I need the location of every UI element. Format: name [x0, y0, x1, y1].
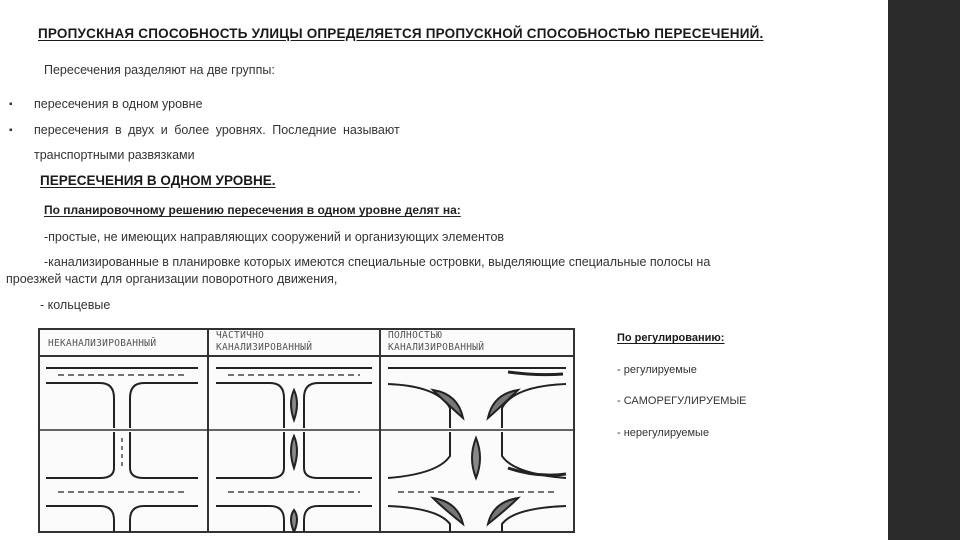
figure-col-label-1: НЕКАНАЛИЗИРОВАННЫЙ: [48, 338, 157, 349]
group-item-1: пересечения в одном уровне: [34, 97, 203, 111]
bullet-icon: ▪: [9, 125, 13, 136]
section-heading: ПЕРЕСЕЧЕНИЯ В ОДНОМ УРОВНЕ.: [40, 173, 276, 188]
group-item-2-continuation: транспортными развязками: [34, 148, 195, 162]
planning-type-channelized: -канализированные в планировке которых имеются специальные островки, выделяющие специальные полосы на: [44, 255, 711, 269]
planning-type-channelized-cont: проезжей части для организации поворотного движения,: [6, 272, 338, 286]
bullet-icon: ▪: [9, 99, 13, 110]
slide-title: ПРОПУСКНАЯ СПОСОБНОСТЬ УЛИЦЫ ОПРЕДЕЛЯЕТСЯ ПРОПУСКНОЙ СПОСОБНОСТЬЮ ПЕРЕСЕЧЕНИЙ.: [38, 26, 764, 41]
figure-col-label-2b: КАНАЛИЗИРОВАННЫЙ: [216, 342, 313, 353]
intersection-types-figure: [38, 328, 575, 533]
planning-type-simple: -простые, не имеющих направляющих сооружений и организующих элементов: [44, 230, 505, 244]
group-item-2: пересечения в двух и более уровнях. Последние называют: [34, 123, 400, 137]
regulation-item-2: - САМОРЕГУЛИРУЕМЫЕ: [617, 395, 747, 407]
groups-intro: Пересечения разделяют на две группы:: [44, 63, 275, 77]
planning-type-roundabout: - кольцевые: [40, 298, 111, 312]
regulation-heading: По регулированию:: [617, 332, 725, 344]
planning-heading: По планировочному решению пересечения в одном уровне делят на:: [44, 203, 461, 217]
regulation-item-1: - регулируемые: [617, 364, 697, 376]
regulation-item-3: - нерегулируемые: [617, 427, 710, 439]
slide-sidebar: [888, 0, 960, 540]
figure-col-label-2a: ЧАСТИЧНО: [216, 330, 265, 341]
figure-col-label-3b: КАНАЛИЗИРОВАННЫЙ: [388, 342, 485, 353]
figure-col-label-3a: ПОЛНОСТЬЮ: [388, 330, 443, 341]
